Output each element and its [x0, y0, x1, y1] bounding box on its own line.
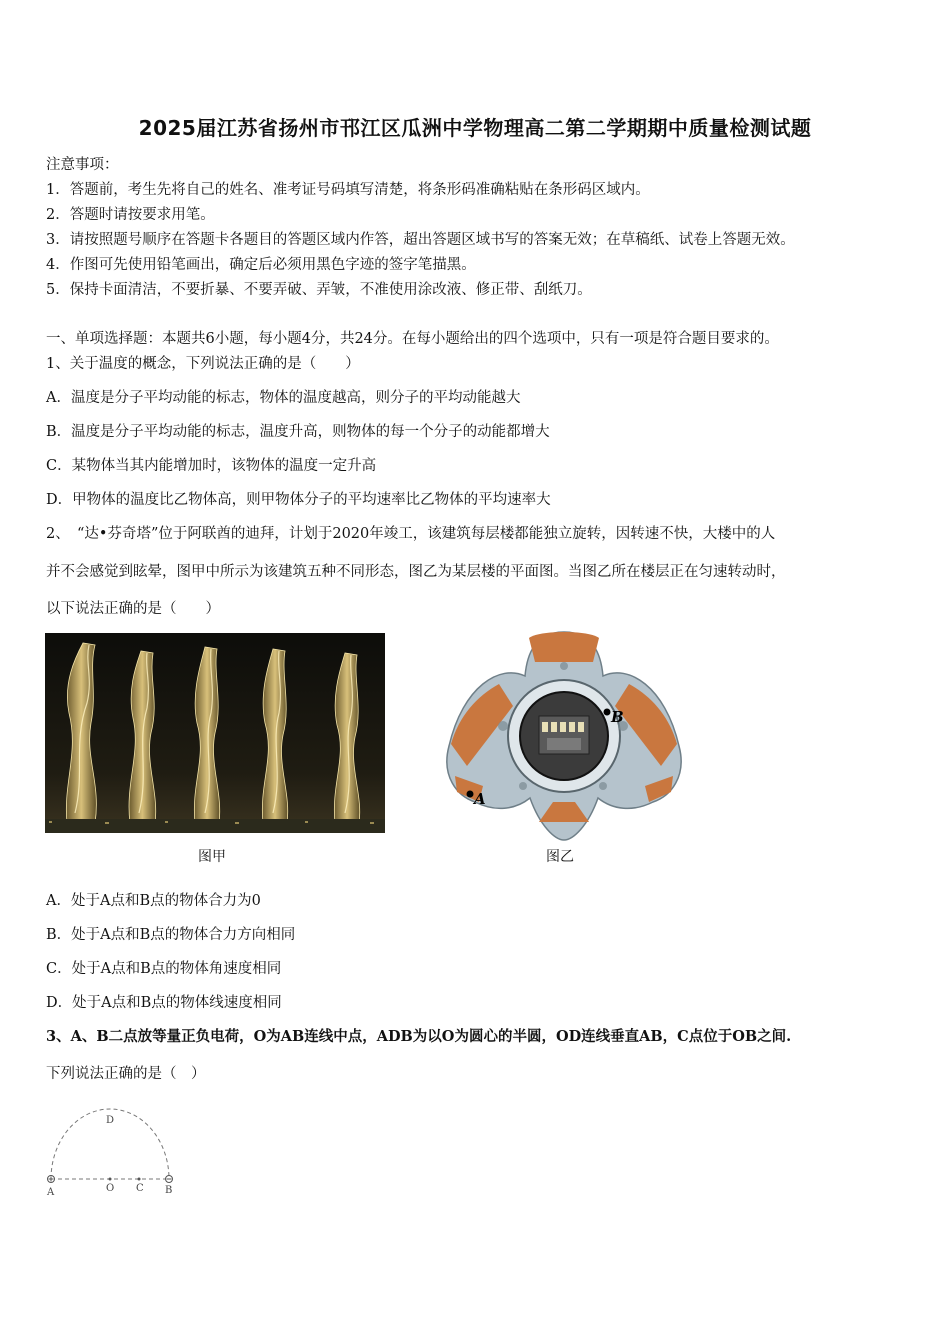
figure-caption: 图甲 — [198, 849, 226, 865]
point-o-label: O — [106, 1183, 115, 1194]
notice-item: 2．答题时请按要求用笔。 — [46, 207, 215, 223]
point-a-label: A — [474, 790, 486, 808]
question-1-option-a: A．温度是分子平均动能的标志，物体的温度越高，则分子的平均动能越大 — [46, 390, 521, 406]
point-d-label: D — [106, 1115, 115, 1126]
notice-item: 5．保持卡面清洁，不要折暴、不要弄破、弄皱，不准使用涂改液、修正带、刮纸刀。 — [46, 282, 592, 298]
floor-plan-figure — [443, 626, 685, 844]
question-2-option-b: B．处于A点和B点的物体合力方向相同 — [46, 927, 296, 943]
section-heading: 一、单项选择题：本题共6小题，每小题4分，共24分。在每小题给出的四个选项中，只有一项是符合题目要求的。 — [46, 331, 779, 347]
notice-heading: 注意事项： — [46, 157, 119, 173]
point-a-label: A — [47, 1187, 55, 1198]
notice-item: 4．作图可先使用铅笔画出，确定后必须用黑色字迹的签字笔描黑。 — [46, 257, 476, 273]
question-1-option-c: C．某物体当其内能增加时，该物体的温度一定升高 — [46, 458, 377, 474]
notice-item: 1．答题前，考生先将自己的姓名、准考证号码填写清楚，将条形码准确粘贴在条形码区域内。 — [46, 182, 650, 198]
question-2-stem-line: 以下说法正确的是（ ） — [46, 601, 220, 617]
question-1-option-d: D．甲物体的温度比乙物体高，则甲物体分子的平均速率比乙物体的平均速率大 — [46, 492, 551, 508]
question-2-option-c: C．处于A点和B点的物体角速度相同 — [46, 961, 282, 977]
question-2-option-a: A．处于A点和B点的物体合力为0 — [46, 893, 261, 909]
figure-caption: 图乙 — [546, 849, 574, 865]
question-2-stem-line: 2、 “达•芬奇塔”位于阿联酋的迪拜，计划于2020年竣工，该建筑每层楼都能独立旋转，因转速不快，大楼中的人 — [46, 526, 776, 542]
point-c-label: C — [136, 1183, 144, 1194]
notice-item: 3．请按照题号顺序在答题卡各题目的答题区域内作答，超出答题区域书写的答案无效；在草稿纸、试卷上答题无效。 — [46, 232, 795, 248]
semicircle-diagram — [40, 1105, 190, 1200]
question-1-option-b: B．温度是分子平均动能的标志，温度升高，则物体的每一个分子的动能都增大 — [46, 424, 550, 440]
tower-photo-figure — [45, 633, 385, 833]
point-b-label: B — [165, 1185, 173, 1196]
question-3-stem-line: 下列说法正确的是（ ） — [46, 1066, 206, 1082]
question-3-stem-line: 3、A、B二点放等量正负电荷，O为AB连线中点，ADB为以O为圆心的半圆，OD连线垂直AB，C点位于OB之间. — [46, 1028, 792, 1045]
page-title: 2025届江苏省扬州市邗江区瓜洲中学物理高二第二学期期中质量检测试题 — [138, 116, 812, 140]
question-2-stem-line: 并不会感觉到眩晕，图甲中所示为该建筑五种不同形态，图乙为某层楼的平面图。当图乙所在楼层正在匀速转动时， — [46, 564, 786, 580]
question-2-option-d: D．处于A点和B点的物体线速度相同 — [46, 995, 282, 1011]
point-b-label: B — [611, 708, 624, 726]
question-1-stem: 1、关于温度的概念，下列说法正确的是（ ） — [46, 356, 360, 372]
